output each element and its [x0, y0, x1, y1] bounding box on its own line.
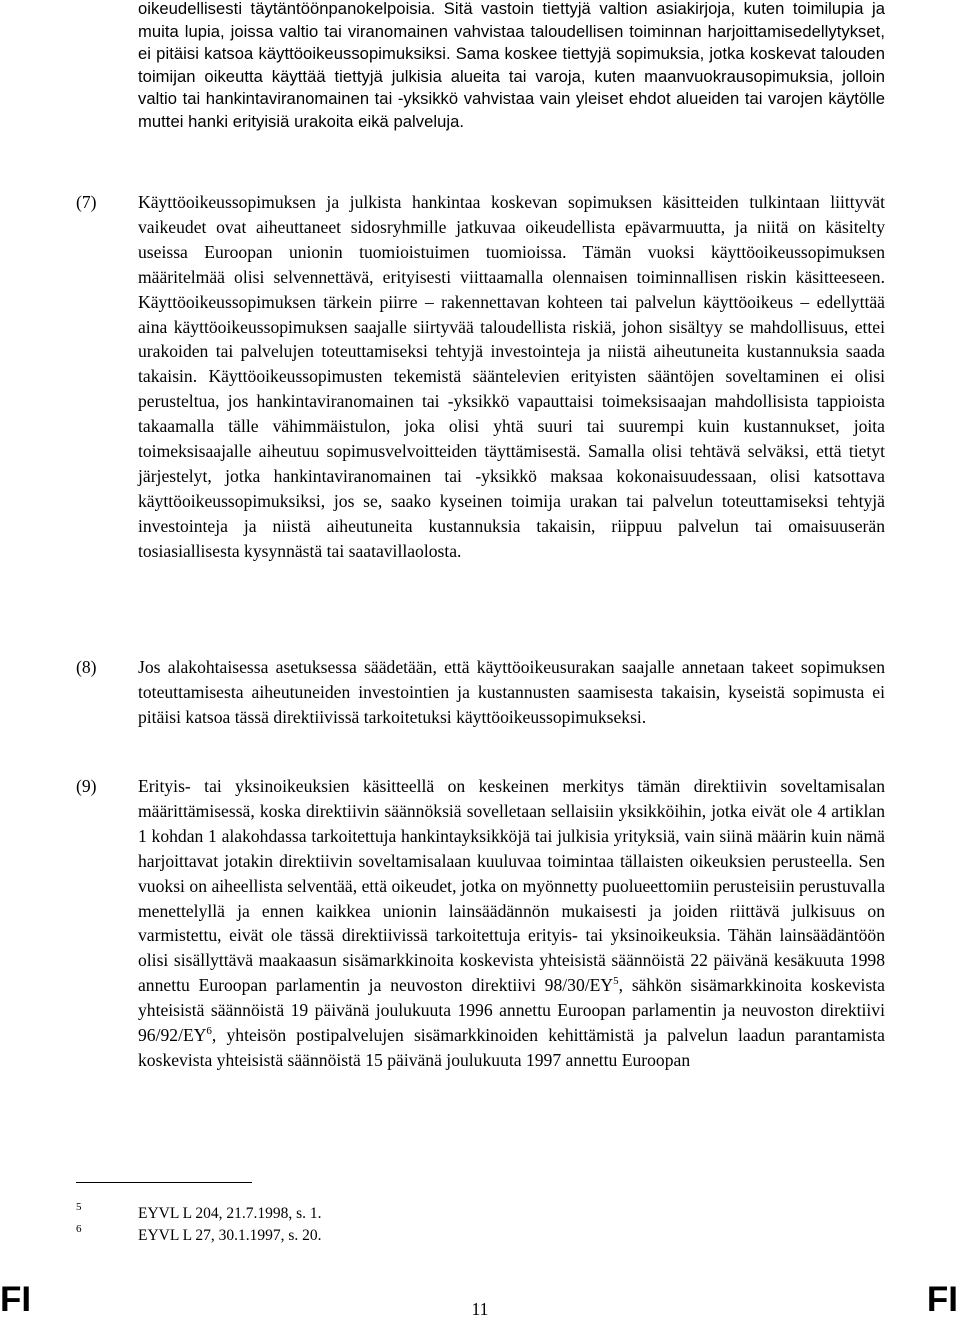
paragraph-7-text: Käyttöoikeussopimuksen ja julkista hankintaa koskevan sopimuksen käsitteiden tulkintaan liittyvät vaikeudet ovat aiheuttaneet sidosryhmille jatkuvaa oikeudellista epävarmuutta, ja niitä on käsitelty useissa Euroopan unionin tuomioistuimen tuomioissa. Tämän vuoksi käyttöoikeussopimuksen määritelmää olisi selvennettävä, erityisesti viittaamalla olennaisen toiminnallisen riskin käsitteeseen. Käyttöoikeussopimuksen tärkein piirre – rakennettavan kohteen tai palvelun käyttöoikeus – edellyttää aina käyttöoikeussopimuksen saajalle siirtyvää taloudellista riskiä, johon sisältyy se mahdollisuus, ettei urakoiden tai palvelujen toteuttamiseksi tehtyjä investointeja ja niistä aiheutuneita kustannuksia saada takaisin. Käyttöoikeussopimusten tekemistä sääntelevien erityisten sääntöjen soveltaminen ei olisi perusteltua, jos hankintaviranomainen tai -yksikkö vapauttaisi toimeksisaajan mahdollisista tappioista takaamalla tälle vähimmäistulon, joka olisi yhtä suuri tai suurempi kuin kustannukset, joita toimeksisaajalle aiheutuu sopimusvelvoitteiden täyttämisestä. Samalla olisi tehtävä selväksi, että tietyt järjestelyt, jotka hankintaviranomainen tai -yksikkö maksaa kokonaisuudessaan, olisi katsottava käyttöoikeussopimuksiksi, jos se, saako kyseinen toimija urakan tai palvelun toteuttamiseksi tehtyjä investointeja ja niistä aiheutuneita kustannuksia takaisin, riippuu palvelun tai omaisuuserän tosiasiallisesta kysynnästä tai saatavillaolosta.: [138, 192, 885, 561]
paragraph-9-part-3: , yhteisön postipalvelujen sisämarkkinoiden kehittämistä ja palvelun laadun parantamista koskevista yhteisistä säännöistä 15 päivänä joulukuuta 1997 annettu Euroopan: [138, 1025, 885, 1070]
page-number: 11: [471, 1299, 489, 1319]
footnote-number-5: 5: [76, 1201, 82, 1213]
language-code-left: FI: [0, 1280, 32, 1319]
footnote-text-6: EYVL L 27, 30.1.1997, s. 20.: [138, 1227, 322, 1244]
footnote-text-5: EYVL L 204, 21.7.1998, s. 1.: [138, 1205, 322, 1222]
paragraph-9-part-2: , sähkön sisämarkkinoita koskevista yhteisistä säännöistä 19 päivänä joulukuuta 1996 annettu Euroopan parlamentin ja neuvoston direktiivi 96/92/EY: [138, 975, 885, 1046]
language-code-right: FI: [926, 1280, 958, 1319]
paragraph-number-7: (7): [76, 192, 97, 212]
paragraph-9-text: [138, 774, 885, 1073]
paragraph-number-9: (9): [76, 776, 97, 796]
intro-paragraph: oikeudellisesti täytäntöönpanokelpoisia. Sitä vastoin tiettyjä valtion asiakirjoja, kuten toimilupia ja muita lupia, joissa valtio tai viranomainen vahvistaa taloudellisen toiminnan harjoittamisedellytykset, ei pitäisi katsoa käyttöoikeussopimuksiksi. Sama koskee tiettyjä sopimuksia, jotka koskevat talouden toimijan oikeutta käyttää tiettyjä julkisia alueita tai varoja, kuten maanvuokrausopimuksia, jolloin valtio tai hankintaviranomainen tai -yksikkö vahvistaa vain yleiset ehdot alueiden tai varojen käytölle muttei hanki erityisiä urakoita eikä palveluja.: [138, 0, 885, 131]
footnote-ref-6[interactable]: 6: [206, 1025, 212, 1038]
paragraph-8-text: Jos alakohtaisessa asetuksessa säädetään, että käyttöoikeusurakan saajalle annetaan takeet sopimuksen toteuttamisesta aiheutuneiden investointien ja kustannusten saamisesta takaisin, kyseistä sopimusta ei pitäisi katsoa tässä direktiivissä tarkoitetuksi käyttöoikeussopimukseksi.: [138, 657, 885, 727]
paragraph-number-8: (8): [76, 657, 97, 677]
footnote-ref-5[interactable]: 5: [613, 975, 619, 988]
footnote-number-6: 6: [76, 1223, 82, 1235]
paragraph-9-part-1: Erityis- tai yksinoikeuksien käsitteellä on keskeinen merkitys tämän direktiivin soveltamisalan määrittämisessä, koska direktiivin säännöksiä sovelletaan sellaisiin yksikköihin, jotka eivät ole 4 artiklan 1 kohdan 1 alakohdassa tarkoitettuja hankintayksikköjä tai julkisia yrityksiä, vain siinä määrin kuin nämä harjoittavat jotakin direktiivin soveltamisalaan kuuluvaa toimintaa tällaisten oikeuksien perusteella. Sen vuoksi on aiheellista selventää, että oikeudet, jotka on myönnetty puolueettomiin perusteisiin perustuvalla menettelyllä ja ennen kaikkea unionin lainsäädännön mukaisesti ja joiden riittävä julkisuus on varmistettu, eivät ole tässä direktiivissä tarkoitettuja erityis- tai yksinoikeuksia. Tähän lainsäädäntöön olisi sisällyttävä maakaasun sisämarkkinoita koskevista yhteisistä säännöistä 22 päivänä kesäkuuta 1998 annettu Euroopan parlamentin ja neuvoston direktiivi 98/30/EY: [138, 776, 885, 996]
footnote-separator: [76, 1182, 252, 1183]
